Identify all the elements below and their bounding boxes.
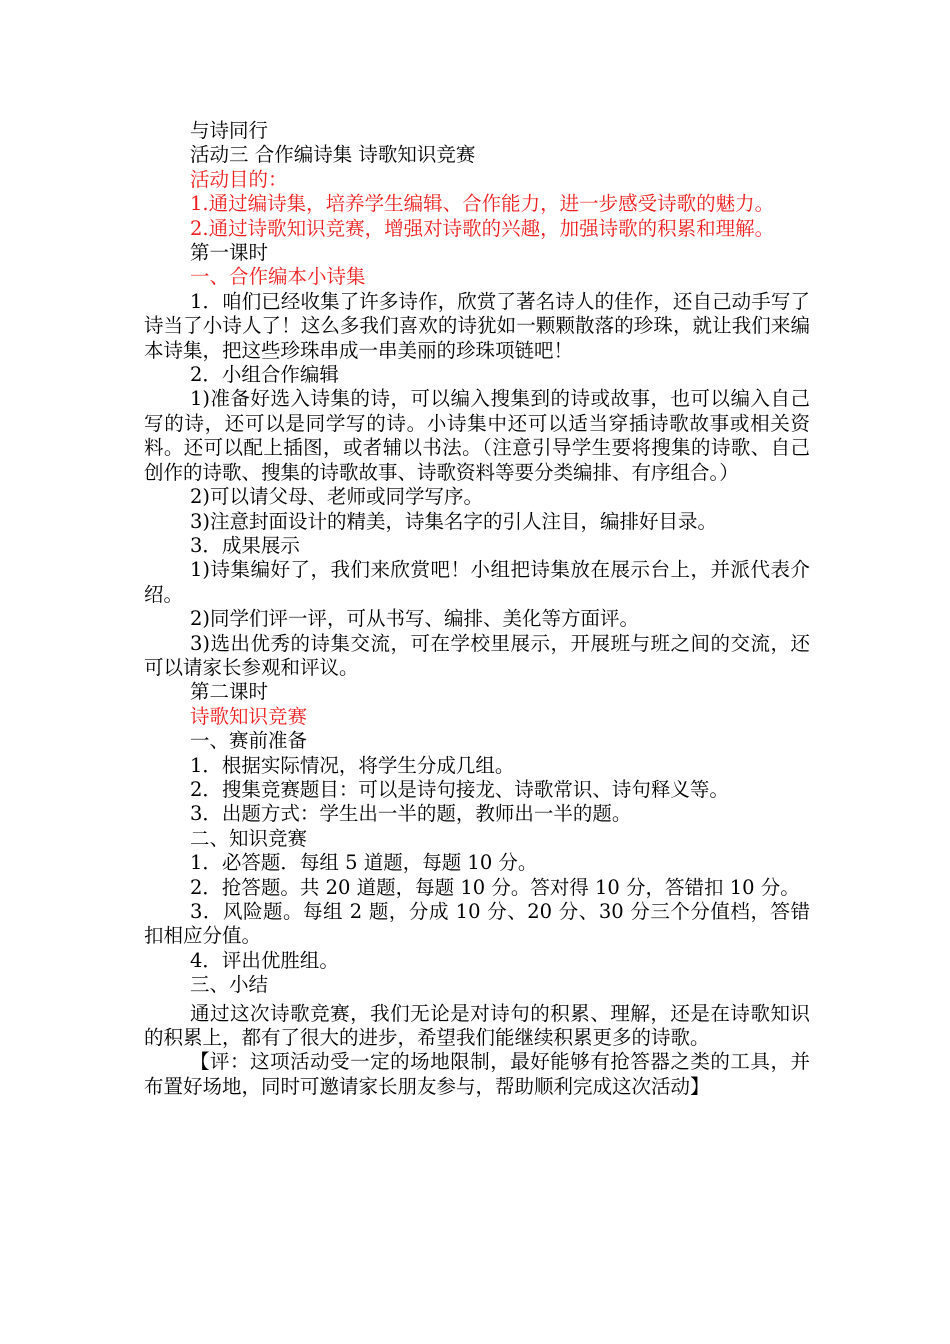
- comment-note: 【评：这项活动受一定的场地限制，最好能够有抢答器之类的工具，并布置好场地，同时可邀请家长朋友参与，帮助顺利完成这次活动】: [144, 1050, 810, 1098]
- paragraph: 2．抢答题。共 20 道题，每题 10 分。答对得 10 分，答错扣 10 分。: [190, 875, 800, 899]
- paragraph: 3)注意封面设计的精美，诗集名字的引人注目，编排好目录。: [190, 509, 718, 533]
- paragraph: 1)准备好选入诗集的诗，可以编入搜集到的诗或故事，也可以编入自己写的诗，还可以是同学写的诗。小诗集中还可以适当穿插诗歌故事或相关资料。还可以配上插图，或者辅以书法。（注意引导学生要将搜集的诗歌、自己创作的诗歌、搜集的诗歌故事、诗歌资料等要分类编排、有序组合。）: [144, 387, 810, 484]
- paragraph: 2．小组合作编辑: [190, 363, 339, 387]
- goal-heading: 活动目的：: [190, 167, 288, 191]
- paragraph: 2．搜集竞赛题目：可以是诗句接龙、诗歌常识、诗句释义等。: [190, 777, 729, 801]
- paragraph: 三、小结: [190, 973, 269, 997]
- paragraph: 1．咱们已经收集了许多诗作，欣赏了著名诗人的佳作，还自己动手写了诗当了小诗人了！这么多我们喜欢的诗犹如一颗颗散落的珍珠，就让我们来编本诗集，把这些珍珠串成一串美丽的珍珠项链吧！: [144, 289, 810, 362]
- paragraph: 通过这次诗歌竞赛，我们无论是对诗句的积累、理解，还是在诗歌知识的积累上，都有了很大的进步，希望我们能继续积累更多的诗歌。: [144, 1001, 810, 1050]
- lesson-heading: 第一课时: [190, 241, 269, 265]
- paragraph: 一、赛前准备: [190, 729, 308, 753]
- paragraph: 1)诗集编好了，我们来欣赏吧！小组把诗集放在展示台上，并派代表介绍。: [144, 558, 810, 606]
- paragraph: 3)选出优秀的诗集交流，可在学校里展示，开展班与班之间的交流，还可以请家长参观和评议。: [144, 631, 810, 679]
- paragraph: 3．成果展示: [190, 533, 300, 557]
- paragraph: 1．必答题．每组 5 道题，每题 10 分。: [190, 851, 538, 875]
- section-heading: 一、合作编本小诗集: [190, 265, 366, 289]
- paragraph: 二、知识竞赛: [190, 826, 308, 850]
- document-title: 与诗同行: [190, 119, 269, 142]
- paragraph: 3．出题方式：学生出一半的题，教师出一半的题。: [190, 802, 632, 826]
- paragraph: 4．评出优胜组。: [190, 948, 339, 972]
- lesson-heading: 第二课时: [190, 680, 269, 704]
- paragraph: 3．风险题。每组 2 题，分成 10 分、20 分、30 分三个分值档，答错扣相应分值。: [144, 900, 810, 948]
- goal-item: 1.通过编诗集，培养学生编辑、合作能力，进一步感受诗歌的魅力。: [190, 192, 775, 216]
- paragraph: 2)同学们评一评，可从书写、编排、美化等方面评。: [190, 607, 640, 631]
- goal-item: 2.通过诗歌知识竞赛，增强对诗歌的兴趣，加强诗歌的积累和理解。: [190, 216, 775, 240]
- activity-subtitle: 活动三 合作编诗集 诗歌知识竞赛: [190, 143, 476, 167]
- paragraph: 2)可以请父母、老师或同学写序。: [190, 485, 484, 509]
- paragraph: 1．根据实际情况，将学生分成几组。: [190, 753, 515, 777]
- section-heading: 诗歌知识竞赛: [190, 704, 308, 728]
